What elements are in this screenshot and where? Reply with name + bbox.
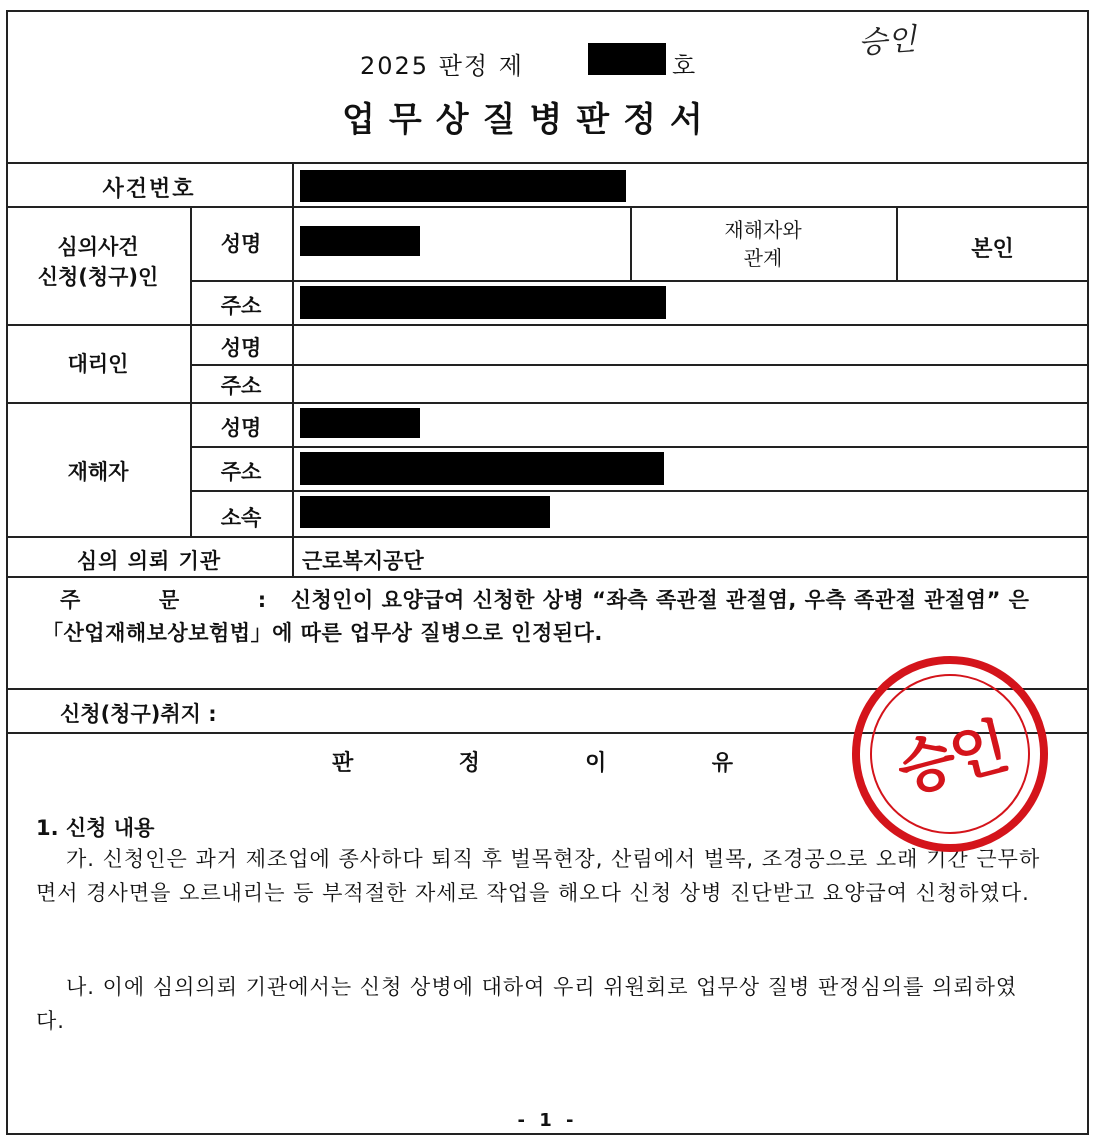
relation-value: 본인 bbox=[971, 237, 1014, 262]
approval-stamp-ring bbox=[853, 657, 1047, 851]
label-applicant: 심의사건 신청(청구)인 bbox=[37, 235, 159, 289]
redacted-victim-address bbox=[300, 452, 664, 485]
page-number: - 1 - bbox=[517, 1110, 578, 1131]
row-line bbox=[6, 206, 1089, 208]
label-victim: 재해자 bbox=[67, 460, 129, 484]
label-purpose: 신청(청구)취지 : bbox=[60, 702, 217, 726]
paragraph-na: 나. 이에 심의의뢰 기관에서는 신청 상병에 대하여 우리 위원회로 업무상 질병 판정심의를 의뢰하였다. bbox=[36, 975, 1018, 1033]
redacted-applicant-name bbox=[300, 226, 420, 256]
label-agent: 대리인 bbox=[67, 352, 129, 376]
label-relation: 재해자와 관계 bbox=[724, 218, 802, 270]
decision-number-suffix: 호 bbox=[672, 52, 696, 80]
section1-title: 1. 신청 내용 bbox=[36, 816, 155, 840]
redacted-victim-name bbox=[300, 408, 420, 438]
document-title: 업무상질병판정서 bbox=[342, 100, 717, 140]
label-agent-address: 주소 bbox=[220, 374, 262, 398]
label-requesting-agency: 심의 의뢰 기관 bbox=[76, 549, 222, 573]
decision-number bbox=[360, 46, 524, 81]
redacted-case-number bbox=[300, 170, 626, 202]
reasons-heading: 판 정 이 유 bbox=[332, 751, 763, 776]
redacted-decision-number bbox=[588, 43, 666, 75]
label-case-number: 사건번호 bbox=[102, 177, 196, 202]
label-victim-name: 성명 bbox=[220, 416, 262, 440]
col-line bbox=[292, 162, 294, 576]
label-applicant-address: 주소 bbox=[220, 294, 262, 318]
row-line bbox=[190, 364, 1089, 366]
requesting-agency-value: 근로복지공단 bbox=[302, 549, 424, 573]
redacted-victim-affiliation bbox=[300, 496, 550, 528]
row-line bbox=[190, 446, 1089, 448]
table-top-line bbox=[6, 162, 1089, 164]
row-line bbox=[190, 490, 1089, 492]
redacted-applicant-address bbox=[300, 286, 666, 319]
decision-number-prefix: 2025 판정 제 bbox=[360, 52, 524, 80]
row-line bbox=[6, 576, 1089, 578]
label-agent-name: 성명 bbox=[220, 336, 262, 360]
label-victim-affiliation: 소속 bbox=[220, 506, 262, 530]
row-line bbox=[6, 324, 1089, 326]
order-text: 신청인이 요양급여 신청한 상병 “좌측 족관절 관절염, 우측 족관절 관절염” 은 「산업재해보상보험법」에 따른 업무상 질병으로 인정된다. bbox=[42, 588, 1030, 645]
handwritten-approval-note: 승인 bbox=[857, 22, 918, 61]
row-line bbox=[6, 536, 1089, 538]
approval-stamp-text: 승인 bbox=[890, 711, 1013, 806]
label-applicant-name: 성명 bbox=[220, 232, 262, 256]
row-line bbox=[6, 402, 1089, 404]
order-block bbox=[42, 584, 1052, 650]
row-line bbox=[190, 280, 1089, 282]
paragraph-ga: 가. 신청인은 과거 제조업에 종사하다 퇴직 후 벌목현장, 산림에서 벌목, 조경공으로 오래 기간 근무하면서 경사면을 오르내리는 등 부적절한 자세로 작업을 해오다 신청 상병 진단받고 요양급여 신청하였다. bbox=[36, 847, 1041, 905]
label-victim-address: 주소 bbox=[220, 460, 262, 484]
order-label: 주 문 : bbox=[60, 588, 267, 612]
